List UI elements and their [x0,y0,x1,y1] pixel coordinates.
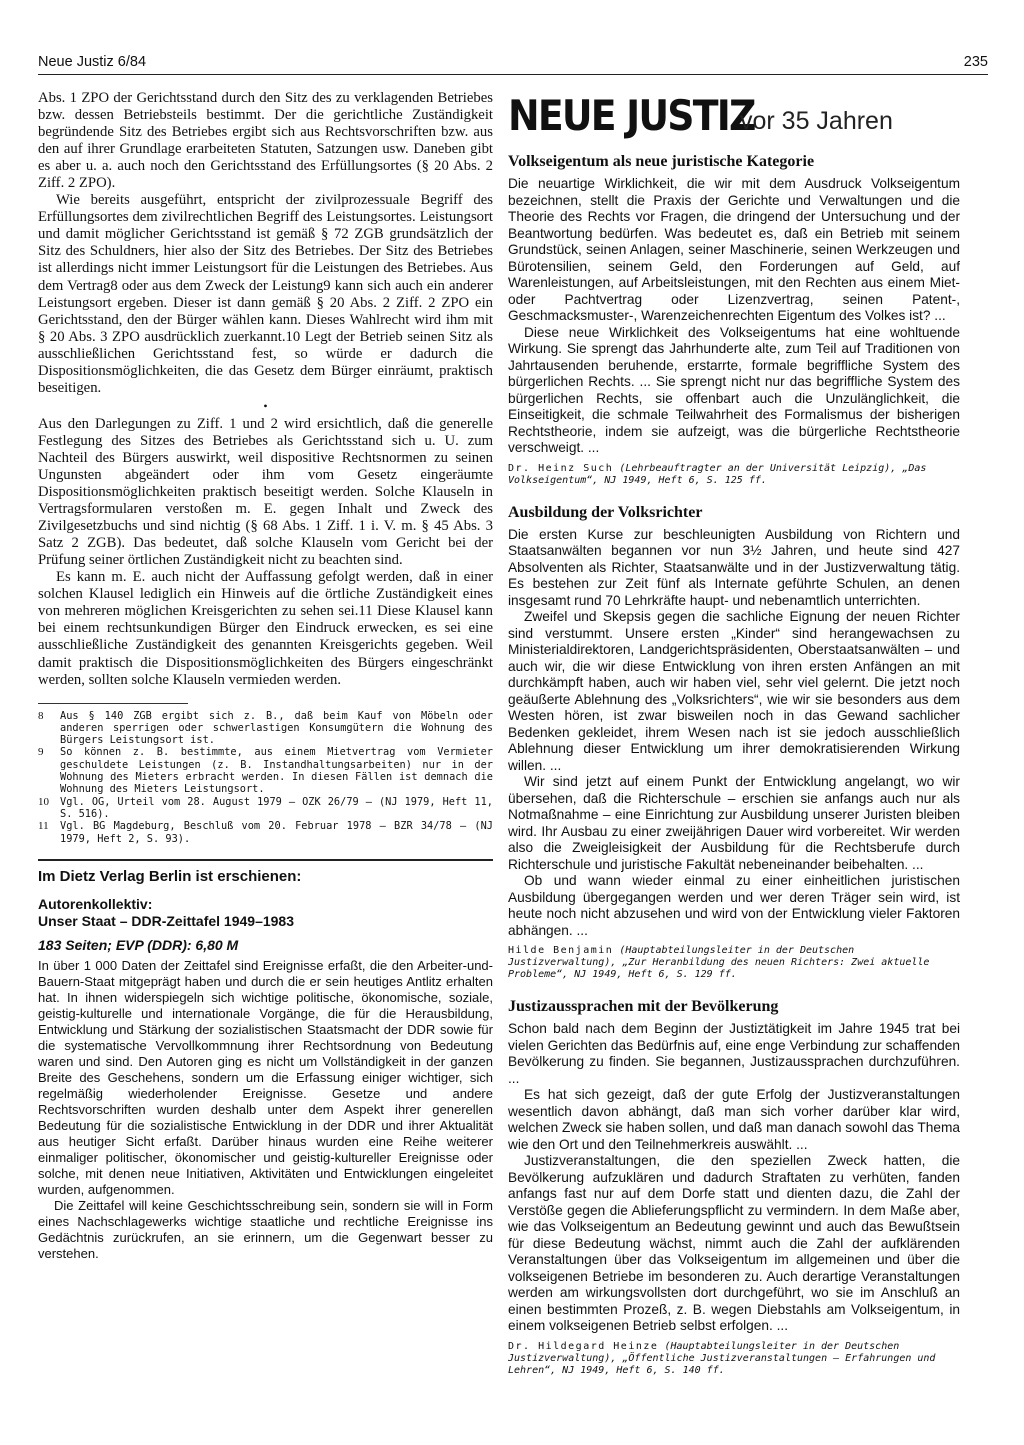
masthead [508,90,960,148]
article-paragraph: Justizveranstaltungen, die den speziellen Zweck hatten, die Bevölkerung aufzuklären und dadurch Straftaten zu verhüten, fanden anfangs fast nur auf dem Dorfe statt und dienten dazu, die Zahl der Verstöße gegen die Ablieferungspflicht zu vermindern. In dem Maße aber, wie das Volkseigentum an Bedeutung gewinnt und auch das Bewußtsein für diese Bedeutung wächst, nimmt auch die Zahl der aufklärenden Veranstaltungen über das Volkseigentum im allgemeinen und über die volkseigenen Betriebe im besonderen zu. Auch derartige Veranstaltungen werden am wirkungsvollsten dort durchgeführt, wo sie im Anschluß an einen bestimmten Prozeß, z. B. wegen Diebstahls am Volkseigentum, in einem volkseigenen Betrieb selbst erfolgen. ... [508,1153,960,1333]
announcement-rule [38,859,493,861]
article-volksrichter [508,503,960,982]
footnote [38,710,493,747]
footnotes [38,710,493,845]
book-description: Die Zeittafel will keine Geschichtsschreibung sein, sondern sie will in Form eines Nachschlagewerks wichtige staatliche und rechtliche Ereignisse ins Gedächtnis zurückrufen, an sie erinnern, um die Gegenwart besser zu verstehen. [38,1197,493,1261]
footnote-text: Aus § 140 ZGB ergibt sich z. B., daß beim Kauf von Möbeln oder anderen sperrigen oder schwerlastigen Konsumgütern die Wohnung des Bürgers Leistungsort ist. [60,709,493,747]
body-paragraph: Aus den Darlegungen zu Ziff. 1 und 2 wird ersichtlich, daß die generelle Festlegung des Sitzes des Betriebes als Gerichtsstand sich u. U. zum Nachteil des Bürgers auswirkt, weil dispositive Rechtsnormen zu seinen Ungunsten abgeändert oder ihm vom Gesetz eingeräumte Dispositionsmöglichkeiten praktisch beseitigt werden. Solche Klauseln in Vertragsformularen verstoßen m. E. gegen Inhalt und Zweck des Zivilgesetzbuchs und sind nichtig (§ 68 Abs. 1 Ziff. 1 i. V. m. § 45 Abs. 3 Satz 2 ZGB). Das bedeutet, daß solche Klauseln vom Gericht bei der Prüfung seiner örtlichen Zuständigkeit nicht zu beachten sind. [38,415,493,569]
article-source [508,1341,960,1377]
neue-justiz-logo: NEUE JUSTIZ [508,91,755,140]
article-paragraph: Diese neue Wirklichkeit des Volkseigentums hat eine wohltuende Wirkung. Sie sprengt das Jahrhunderte alte, zum Teil auf Traditionen von Jahrtausenden beruhende, erstarrte, formale begriffliche System des bürgerlichen Rechts. ... Sie sprengt nicht nur das begriffliche System des bürgerlichen Rechts, sie offenbart auch die Unzulänglichkeit, die Einseitigkeit, die schmale Teilwahrheit des Formalismus der bisherigen Rechtstheorie, indem sie aufzeigt, was die bürgerliche Rechtstheorie verschweigt. ... [508,324,960,455]
announcement-heading: Im Dietz Verlag Berlin ist erschienen: [38,867,302,885]
article-paragraph: Die ersten Kurse zur beschleunigten Ausbildung von Richtern und Staatsanwälten begannen vor nun 3½ Jahren, und heute sind 427 Absolventen als Richter, Staatsanwälte und in der Justizverwaltung tätig. Es bestehen zur Zeit fünf als Internate geführte Schulen, an denen insgesamt rund 70 Lehrkräfte haupt- und nebenamtlich unterrichten. [508,526,960,608]
source-citation: (Hauptabteilungsleiter in der Deutschen Justizverwaltung), „Öffentliche Justizveranstaltungen – Erfahrungen und Lehren“, NJ 1949, Heft 6, S. 140 ff. [508,1340,936,1376]
article-heading: Justizaussprachen mit der Bevölkerung [508,998,779,1015]
article-volkseigentum [508,152,960,487]
article-justizaussprachen [508,997,960,1377]
body-paragraph: Es kann m. E. auch nicht der Auffassung gefolgt werden, daß in einer solchen Klausel lediglich ein Hinweis auf die örtliche Zuständigkeit eines von mehreren möglichen Kreisgerichten zu sehen sei.11 Diese Klausel kann bei einem rechtsunkundigen Bürger den Eindruck erwecken, es sei eine ausschließliche Zuständigkeit des genannten Kreisgerichts gegeben. Weil damit praktisch die Dispositionsmöglichkeiten des Bürgers eingeschränkt werden, sollten solche Klauseln vermieden werden. [38,569,493,688]
page-header [38,54,988,76]
journal-issue: Neue Justiz 6/84 [38,54,147,70]
header-rule [38,74,988,75]
source-author: Hilde Benjamin [508,945,614,956]
article-heading: Volkseigentum als neue juristische Kategorie [508,153,815,170]
article-source [508,463,960,487]
footnote [38,746,493,795]
masthead-suffix: vor 35 Jahren [740,107,893,135]
footnote-rule [38,703,188,704]
left-column [38,90,493,1430]
footnote-number: 8 [38,709,44,722]
body-paragraph: Wie bereits ausgeführt, entspricht der zivilprozessuale Begriff des Erfüllungsortes dem zivilrechtlichen Begriff des Leistungsortes. Leistungsort und damit möglicher Gerichtsstand ist gemäß § 72 ZGB grundsätzlich der Sitz des Schuldners, hier also der Sitz des Betriebes. Der Sitz des Betriebes ist allerdings nicht immer Leistungsort für die Leistungen des Betriebes. Aus dem Vertrag8 oder aus dem Zweck der Leistung9 kann sich auch ein anderer Leistungsort ergeben. Dieser ist dann gemäß § 20 Abs. 2 Ziff. 2 ZPO ein Gerichtsstand, den der Bürger wählen kann. Dieses Wahlrecht wird ihm mit § 20 Abs. 3 ZPO ausdrücklich zuerkannt.10 Legt der Betrieb seinen Sitz als ausschließlichen Gerichtsstand fest, so würde er dadurch die Dispositionsmöglichkeiten, die das Gesetz dem Bürger einräumt, praktisch beseitigen. [38,192,493,396]
book-title: Unser Staat – DDR-Zeittafel 1949–1983 [38,912,295,929]
article-paragraph: Die neuartige Wirklichkeit, die wir mit dem Ausdruck Volkseigentum bezeichnen, stellt die Praxis der Gerichte und Verwaltungen und die Theorie des Rechts vor Fragen, die dringend der Untersuchung und der Beantwortung bedürfen. Was bedeutet es, daß ein Betrieb mit seinem Grundstück, seinen Anlagen, seiner Maschinerie, seinen Werkzeugen und Bürotensilien, seinem Geld, den Forderungen auf Geld, auf Warenleistungen, auf Arbeitsleistungen, mit den Rechten aus einem Miet- oder Pachtvertrag oder Lizenzvertrag, seinen Patent-, Geschmacksmuster-, Warenzeichenrechten Eigentum des Volkes ist? ... [508,176,960,323]
article-source [508,945,960,981]
article-heading: Ausbildung der Volksrichter [508,503,703,521]
footnote-number: 11 [38,820,49,833]
body-paragraph: Abs. 1 ZPO der Gerichtsstand durch den Sitz des zu verklagenden Betriebes bzw. dessen Betriebsteils bestimmt. Der die gerichtliche Zuständigkeit begründende Sitz des Betriebes ergibt sich aus Rechtsvorschriften bzw. aus den auf ihrer Grundlage erarbeiteten Statuten, Satzungen usw. Daneben gibt es aber u. a. auch noch den Gerichtsstand des Erfüllungsortes (§ 20 Abs. 2 Ziff. 2 ZPO). [38,90,493,192]
source-citation: (Lehrbeauftragter an der Universität Leipzig), „Das Volkseigentum“, NJ 1949, Heft 6, S. 125 ff. [508,462,927,486]
book-description: In über 1 000 Daten der Zeittafel sind Ereignisse erfaßt, die den Arbeiter-und-Bauern-Staat mitgeprägt haben und durch die er sein heutiges Antlitz erhalten hat. In ihnen widerspiegeln sich wichtige politische, ökonomische, soziale, geistig-kulturelle und internationale Vorgänge, die für die Herausbildung, Entwicklung und Stärkung der sozialistischen Staatsmacht der DDR sowie für die systematische Vervollkommnung ihrer Rechtsordnung von Bedeutung waren und sind. Den Autoren ging es nicht um Vollständigkeit in der ganzen Breite des Geschehens, sondern um die Erfassung einiger wichtiger, sich regelmäßig wiederholender Ereignisse. Gesetze und andere Rechtsvorschriften wurden deshalb unter dem Aspekt ihrer generellen Bedeutung für die sozialistische Entwicklung in der DDR und ihrer Aktualität aus heutiger Sicht erfaßt. Darüber hinaus wurden eine Reihe weiterer einmaliger politischer, ökonomischer und geistig-kultureller Ereignisse oder solche, mit denen neue Initiativen, Aktivitäten und Entwicklungen eingeleitet wurden, aufgenommen. [38,957,493,1197]
article-paragraph: Ob und wann wieder einmal zu einer einheitlichen juristischen Ausbildung übergegangen werden und wer deren Träger sein wird, ist heute noch nicht abzusehen und wird von der Entwicklung vieler Faktoren abhängen. ... [508,873,960,938]
source-citation: (Hauptabteilungsleiter in der Deutschen Justizverwaltung), „Zur Heranbildung des neuen Richters: Zwei aktuelle Probleme“, NJ 1949, Heft 6, S. 129 ff. [508,945,930,980]
source-author: Dr. Heinz Such [508,462,614,474]
footnote [38,796,493,821]
footnote-text: Vgl. OG, Urteil vom 28. August 1979 – OZK 26/79 – (NJ 1979, Heft 11, S. 516). [60,795,493,820]
footnote-number: 9 [38,746,44,759]
book-author: Autorenkollektiv: [38,895,153,912]
article-paragraph: Schon bald nach dem Beginn der Justiztätigkeit im Jahre 1945 trat bei vielen Gerichten das Bedürfnis auf, eine enge Verbindung zur schaffenden Bevölkerung zu finden. Sie begannen, Justizaussprachen durchzuführen. ... [508,1021,960,1086]
article-paragraph: Zweifel und Skepsis gegen die sachliche Eignung der neuen Richter sind verstummt. Unsere ersten „Kinder“ sind herangewachsen zu Ministerialdirektoren, Landgerichtspräsidenten, Oberstaatsanwälten – und auch wir, die wir diese Entwicklung von ihren ersten Anfängen an mit durchkämpft haben, auch wir haben viel, sehr viel gelernt. Die jetzt noch geäußerte Ablehnung des „Volksrichters“, wie wir sie besonders aus dem Westen hören, ist zwar bisweilen noch in das Gewand sachlicher Bedenken gekleidet, ihrem Wesen nach ist sie jedoch ausschließlich Ablehnung dieser Entwicklung um ihrer demokratisierenden Wirkung willen. ... [508,609,960,773]
book-meta: 183 Seiten; EVP (DDR): 6,80 M [38,936,239,953]
right-column [508,90,960,1430]
page-number: 235 [963,54,988,70]
footnote [38,820,493,845]
article-paragraph: Es hat sich gezeigt, daß der gute Erfolg der Justizveranstaltungen wesentlich davon abhängt, daß man sich vorher darüber klar wird, welchen Zweck sie haben sollen, und daß man danach sowohl das Thema wie den Ort und den Teilnehmerkreis auswählt. ... [508,1087,960,1152]
section-separator: • [263,398,268,413]
footnote-number: 10 [38,795,49,808]
article-paragraph: Wir sind jetzt auf einem Punkt der Entwicklung angelangt, wo wir übersehen, daß die Richterschule – erschien sie anfangs auch nur als Notmaßnahme – eine Einrichtung zur Ausbildung unserer Juristen bleiben wird. Ihr Ausbau zu einer zweijährigen Dauer wird vorbereitet. Wir werden also die Zweigleisigkeit der Ausbildung für die Rechtsberufe durch Richterschule und juristische Fakultät nebeneinander beibehalten. ... [508,774,960,872]
footnote-text: Vgl. BG Magdeburg, Beschluß vom 20. Februar 1978 – BZR 34/78 – (NJ 1979, Heft 2, S. 93). [60,820,493,845]
source-author: Dr. Hildegard Heinze [508,1340,659,1352]
footnote-text: So können z. B. bestimmte, aus einem Mietvertrag vom Vermieter geschuldete Leistungen (z. B. Instandhaltungsarbeiten) nur in der Wohnung des Mieters erbracht werden. In diesen Fällen ist demnach die Wohnung des Mieters Leistungsort. [60,746,493,796]
